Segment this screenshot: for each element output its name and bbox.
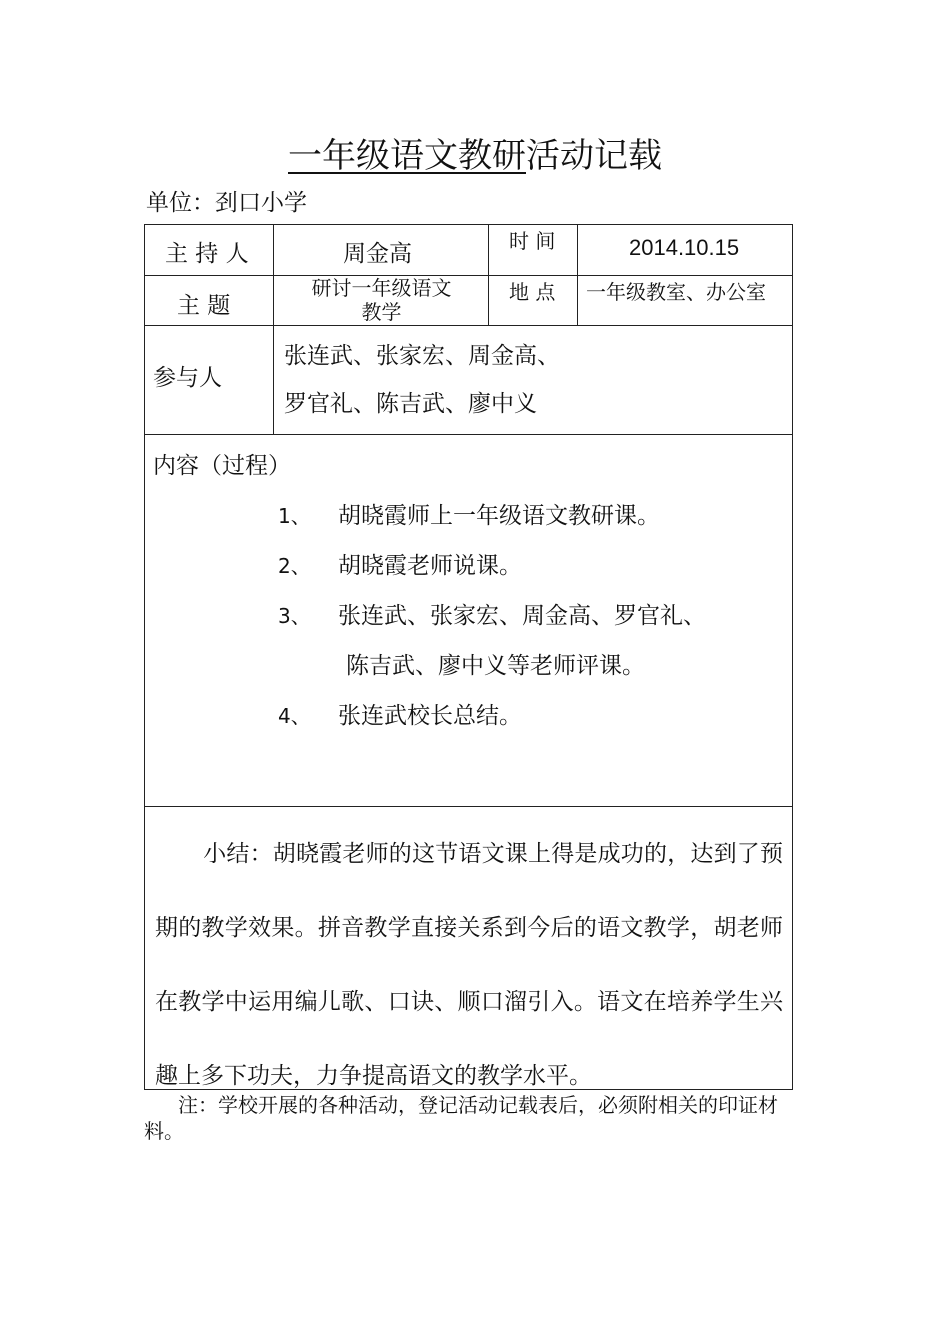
list-item-number: 4、 (278, 704, 311, 728)
topic-line-2: 教学 (361, 300, 402, 324)
list-item (278, 597, 706, 630)
participants-line-2: 罗官礼、陈吉武、廖中义 (284, 391, 537, 417)
col-divider (488, 225, 489, 325)
summary-text (155, 817, 783, 1113)
list-item-number: 2、 (278, 554, 311, 578)
title-underlined: 一年级语文教研 (288, 136, 526, 176)
row-divider (145, 806, 792, 807)
topic-value (275, 276, 488, 324)
participants-line-1: 张连武、张家宏、周金高、 (284, 343, 560, 369)
host-label: 主 持 人 (165, 241, 249, 267)
list-item-text: 张连武、张家宏、周金高、罗官礼、 (338, 603, 706, 629)
participants-label: 参与人 (153, 365, 222, 391)
col-divider (273, 225, 274, 434)
time-value: 2014.10.15 (629, 235, 740, 260)
content-label: 内容（过程） (153, 453, 291, 479)
list-item (278, 697, 522, 730)
place-value: 一年级教室、办公室 (586, 280, 766, 304)
list-item (278, 547, 522, 580)
host-value: 周金高 (343, 241, 412, 267)
list-item-text: 胡晓霞师上一年级语文教研课。 (338, 503, 660, 529)
title-rest: 活动记载 (526, 136, 662, 176)
unit-label: 单位：刭口小学 (146, 190, 307, 216)
list-item-number: 3、 (278, 604, 311, 628)
list-item-text: 张连武校长总结。 (338, 703, 522, 729)
row-divider (145, 434, 792, 435)
list-item (278, 497, 660, 530)
col-divider (577, 225, 578, 325)
topic-label: 主 题 (177, 293, 231, 319)
list-item-text: 胡晓霞老师说课。 (338, 553, 522, 579)
list-item-text: 陈吉武、廖中义等老师评课。 (346, 653, 645, 679)
page-title (0, 128, 950, 177)
record-table (144, 224, 793, 1090)
row-divider (145, 325, 792, 326)
place-label: 地 点 (509, 280, 556, 304)
time-label: 时 间 (509, 229, 556, 253)
topic-line-1: 研讨一年级语文 (311, 276, 452, 300)
footnote: 注：学校开展的各种活动，登记活动记载表后，必须附相关的印证材料。 (144, 1093, 778, 1143)
summary-body: 小结：胡晓霞老师的这节语文课上得是成功的，达到了预期的教学效果。拼音教学直接关系到今后的语文教学，胡老师在教学中运用编儿歌、口诀、顺口溜引入。语文在培养学生兴趣上多下功夫，力争提高语文的教学水平。 (155, 841, 783, 1089)
list-item (286, 647, 645, 680)
list-item-number: 1、 (278, 504, 311, 528)
